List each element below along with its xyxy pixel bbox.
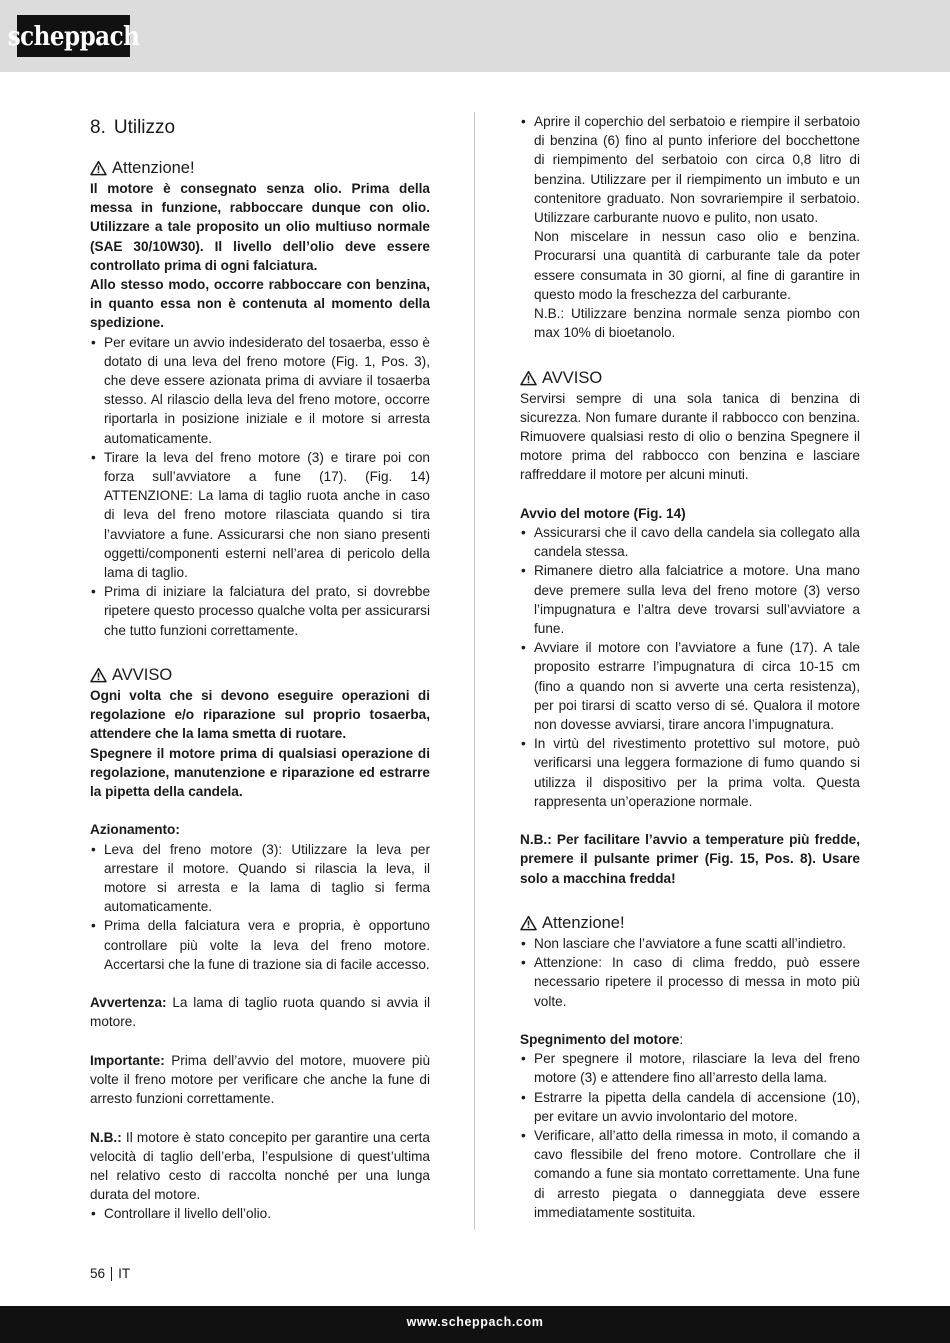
attenzione-list <box>520 934 860 1011</box>
warning-heading-avviso <box>90 665 430 685</box>
warning-triangle-icon <box>520 915 537 931</box>
spegnimento-title: Spegnimento del motore <box>520 1032 680 1048</box>
footer-bar <box>0 1306 950 1343</box>
warning-title: AVVISO <box>542 368 603 387</box>
subheading-spegnimento <box>520 1030 860 1049</box>
warning-heading-avviso-fuel <box>520 368 860 388</box>
brand-logo <box>7 15 140 57</box>
footer-url: www.scheppach.com <box>406 1315 544 1329</box>
list-item: • Tirare la leva del freno motore (3) e tirare poi con forza sull’avviatore a fune (17). (Fig. 14) ATTENZIONE: La lama di taglio ruota anche in caso di leva del freno motore rilasciata quando si tira l’avviatore a fune. Assicurarsi che non siano presenti oggetti/componenti esterni nell’area di pericolo della lama di taglio. <box>90 448 430 582</box>
avvertenza-paragraph <box>90 993 430 1031</box>
nb-label: N.B.: <box>90 1129 122 1145</box>
importante-paragraph <box>90 1051 430 1109</box>
list-item: • Controllare il livello dell’olio. <box>90 1204 430 1223</box>
warning-triangle-icon <box>90 667 107 683</box>
list-item: • Aprire il coperchio del serbatoio e riempire il serbatoio di benzina (6) fino al punto inferiore del bocchettone di riempimento del serbatoio con circa 0,8 litro di benzina. Utilizzare per il riempimento un imbuto e un contenitore graduato. Non sovrariempire il serbatoio. Utilizzare carburante nuovo e pulito, non usato. <box>520 112 860 227</box>
list-item: • Per evitare un avvio indesiderato del tosaerba, esso è dotato di una leva del freno motore (Fig. 1, Pos. 3), che deve essere azionata prima di avviare il tosaerba stesso. Al rilascio della leva del freno motore, occorre riportarla in posizione iniziale e il motore si arresta automaticamente. <box>90 333 430 448</box>
avvertenza-label: Avvertenza: <box>90 995 167 1011</box>
nb-text: Il motore è stato concepito per garantire una certa velocità di taglio dell’erba, l’espulsione di quest’ultima nel relativo cesto di raccolta nonché per una lunga durata del motore. <box>90 1129 430 1203</box>
fuel-list <box>520 112 860 227</box>
spegnimento-colon: : <box>679 1032 684 1048</box>
header-bar <box>0 0 950 72</box>
nb-list <box>90 1204 430 1223</box>
fuel-mixing-paragraph: Non miscelare in nessun caso olio e benzina. Procurarsi una quantità di carburante tale da poter essere consumata in 30 giorni, al fine di garantire in questo modo la freschezza del carburante. <box>534 229 860 302</box>
fuel-safety-paragraph: Servirsi sempre di una sola tanica di benzina di sicurezza. Non fumare durante il rabbocco con benzina. Rimuovere qualsiasi resto di olio o benzina Spegnere il motore prima del rabbocco con benzina e lasciare raffreddare il motore per alcuni minuti. <box>520 390 860 483</box>
notice-text-stop: Spegnere il motore prima di qualsiasi operazione di regolazione, manutenzione e riparazione ed estrarre la pipetta della candela. <box>90 745 430 800</box>
list-item: • Assicurarsi che il cavo della candela sia collegato alla candela stessa. <box>520 523 860 561</box>
page-number-separator <box>111 1267 112 1281</box>
brand-name: scheppach <box>7 20 140 52</box>
warning-text-fuel: Allo stesso modo, occorre rabboccare con benzina, in quanto essa non è contenuta al momento della spedizione. <box>90 277 430 331</box>
nb-paragraph <box>90 1128 430 1205</box>
spegnimento-list <box>520 1049 860 1222</box>
fuel-note-paragraph: N.B.: Utilizzare benzina normale senza piombo con max 10% di bioetanolo. <box>534 306 860 341</box>
list-item: • In virtù del rivestimento protettivo sul motore, può verificarsi una leggera formazione di fumo quando si utilizza il dispositivo per la prima volta. Questa rappresenta un’operazione normale. <box>520 734 860 811</box>
primer-note: N.B.: Per facilitare l’avvio a temperature più fredde, premere il pulsante primer (Fig. 15, Pos. 8). Usare solo a macchina fredda! <box>520 832 860 886</box>
section-heading <box>90 116 430 140</box>
list-item: • Avviare il motore con l’avviatore a fune (17). A tale proposito estrarre l’impugnatura di circa 10-15 cm (fino a quando non si avverte una certa resistenza), per poi tirarsi di scatto verso di sé. Qualora il motore non dovesse avviarsi, tirare ancora l’impugnatura. <box>520 638 860 734</box>
list-item: • Estrarre la pipetta della candela di accensione (10), per evitare un avvio involontario del motore. <box>520 1088 860 1126</box>
warning-heading-attenzione <box>90 158 430 178</box>
column-divider <box>474 112 475 1230</box>
warning-heading-attenzione-start <box>520 913 860 933</box>
list-item: • Attenzione: In caso di clima freddo, può essere necessario ripetere il processo di messa in moto più volte. <box>520 953 860 1011</box>
subheading-avvio: Avvio del motore (Fig. 14) <box>520 505 686 521</box>
warning-title: Attenzione! <box>542 914 625 933</box>
warning-triangle-icon <box>520 370 537 386</box>
warning-title: AVVISO <box>112 666 173 685</box>
notice-text-adjust: Ogni volta che si devono eseguire operazioni di regolazione e/o riparazione sul proprio tosaerba, attendere che la lama smetta di ruotare. <box>90 688 430 742</box>
page-number <box>90 1265 130 1283</box>
azionamento-list <box>90 840 430 974</box>
list-item: • Non lasciare che l’avviatore a fune scatti all’indietro. <box>520 934 860 953</box>
list-item: • Verificare, all’atto della rimessa in moto, il comando a cavo flessibile del freno motore. Controllare che il comando a fune sia montato correttamente. Una fune di arresto piegata o danneggiata deve essere immediatamente sostituita. <box>520 1126 860 1222</box>
section-number: 8. <box>90 117 106 138</box>
list-item: • Rimanere dietro alla falciatrice a motore. Una mano deve premere sulla leva del freno motore (3) verso l’impugnatura e l’altra deve trovarsi sull’avviatore a fune. <box>520 561 860 638</box>
list-item: • Prima di iniziare la falciatura del prato, si dovrebbe ripetere questo processo qualche volta per assicurarsi che tutto funzioni correttamente. <box>90 582 430 640</box>
warning-text-oil: Il motore è consegnato senza olio. Prima della messa in funzione, rabboccare dunque con olio. Utilizzare a tale proposito un olio multiuso normale (SAE 30/10W30). Il livello dell’olio deve essere controllato prima di ogni falciatura. <box>90 181 430 273</box>
list-item: • Per spegnere il motore, rilasciare la leva del freno motore (3) e attendere fino all’arresto della lama. <box>520 1049 860 1087</box>
warning-title: Attenzione! <box>112 159 195 177</box>
avvio-list <box>520 523 860 811</box>
list-item: • Leva del freno motore (3): Utilizzare la leva per arrestare il motore. Quando si rilascia la leva, il motore si arresta e la lama di taglio si ferma automaticamente. <box>90 840 430 917</box>
page-language: IT <box>118 1266 131 1281</box>
subheading-azionamento: Azionamento: <box>90 822 180 838</box>
left-column <box>90 112 430 1224</box>
warning-bullet-list <box>90 333 430 640</box>
right-column <box>520 112 860 1222</box>
list-item: • Prima della falciatura vera e propria, è opportuno controllare più volte la leva del freno motore. Accertarsi che la fune di trazione sia di facile accesso. <box>90 916 430 974</box>
page-number-value: 56 <box>90 1266 106 1281</box>
section-title: Utilizzo <box>113 117 176 138</box>
importante-label: Importante: <box>90 1052 165 1068</box>
warning-triangle-icon <box>90 160 107 176</box>
avvertenza-text: La lama di taglio ruota quando si avvia il motore. <box>90 995 430 1030</box>
importante-text: Prima dell’avvio del motore, muovere più volte il freno motore per verificare che anche la fune di arresto funzioni correttamente. <box>90 1052 430 1107</box>
